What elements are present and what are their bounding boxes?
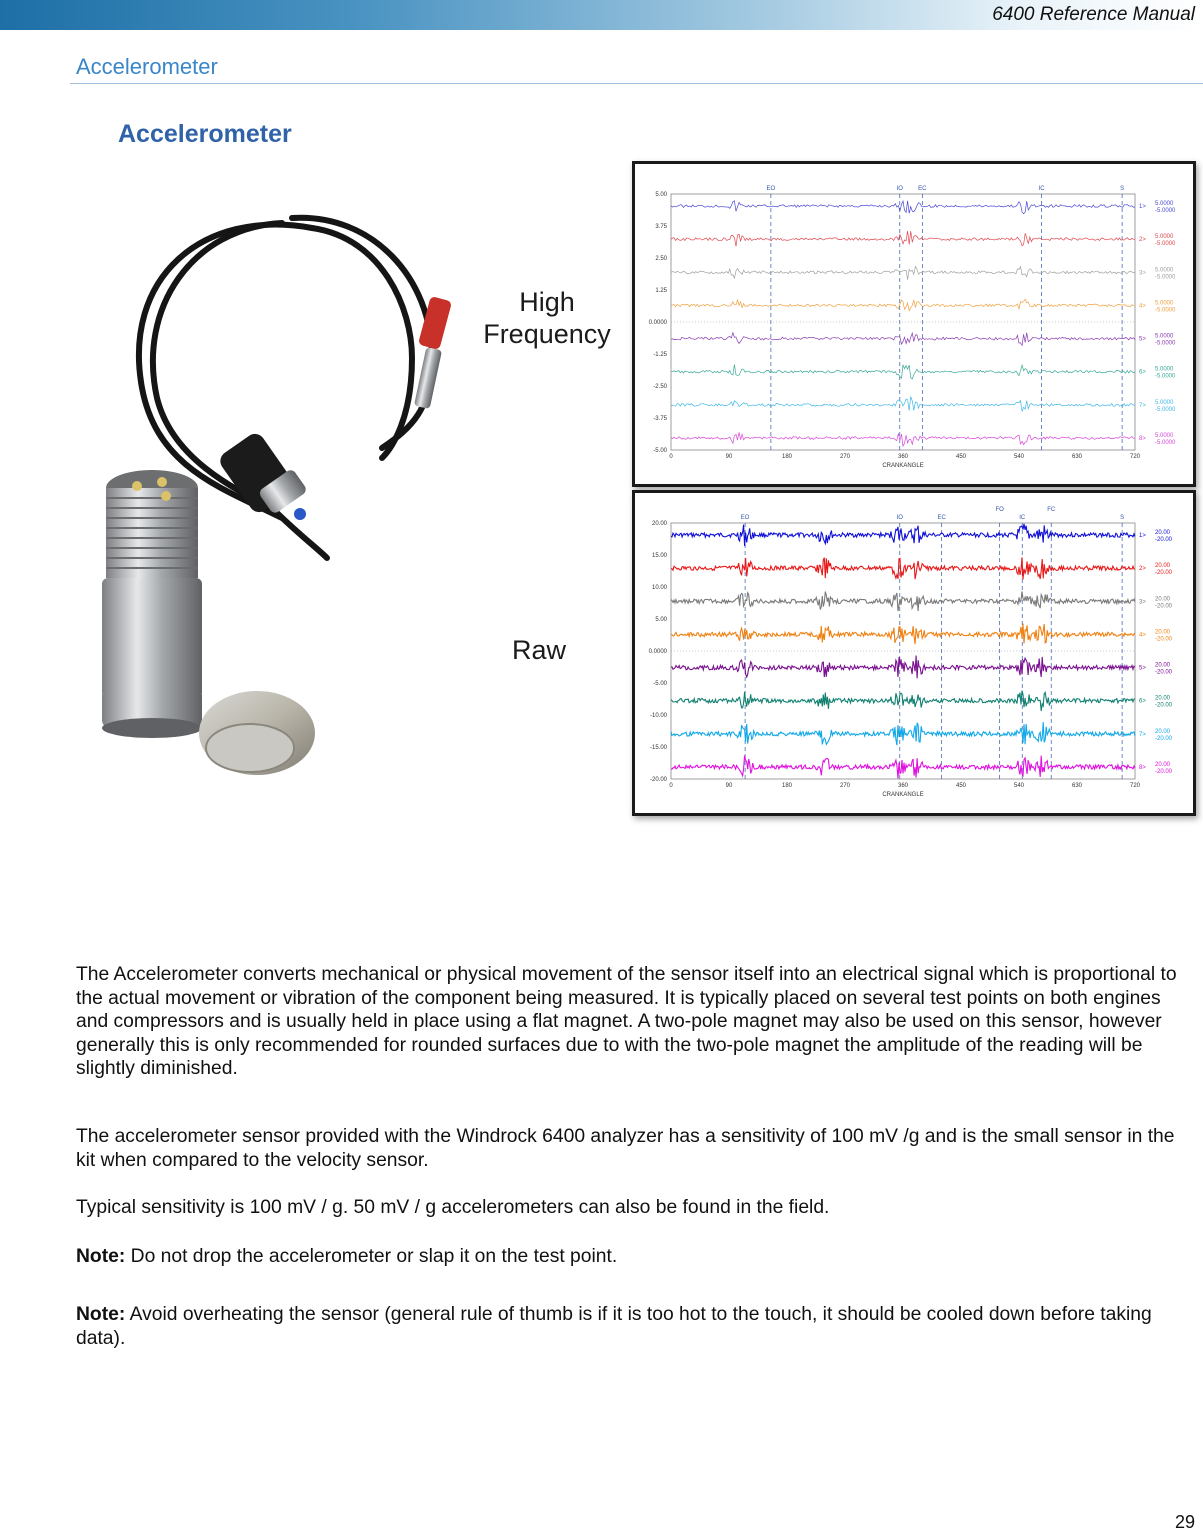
channel-trace	[671, 397, 1135, 412]
y-tick-label: 20.00	[651, 521, 667, 527]
y-tick-label: 0.0000	[648, 320, 667, 326]
body-text-2	[76, 1125, 1191, 1172]
channel-label: 5>	[1139, 336, 1146, 343]
flat-magnet	[199, 691, 315, 775]
body-text	[76, 963, 1191, 1081]
x-tick-label: 270	[839, 783, 851, 789]
channel-trace	[671, 624, 1135, 644]
x-tick-label: 630	[1071, 783, 1083, 789]
x-tick-label: 270	[839, 454, 851, 460]
channel-range-min: -5.0000	[1155, 241, 1176, 248]
channel-label: 2>	[1139, 237, 1146, 244]
channel-range-max: 5.0000	[1155, 201, 1174, 207]
event-label: EC	[937, 515, 946, 521]
x-axis-label: CRANKANGLE	[882, 792, 924, 798]
x-tick-label: 720	[1129, 454, 1141, 460]
channel-range-max: 5.0000	[1155, 399, 1174, 406]
channel-range-max: 20.00	[1155, 762, 1171, 768]
channel-trace	[671, 365, 1135, 379]
x-tick-label: 90	[725, 454, 733, 460]
channel-range-max: 5.0000	[1155, 433, 1174, 439]
channel-label: 1>	[1139, 204, 1146, 210]
event-label: IC	[1038, 186, 1045, 192]
channel-range-max: 20.00	[1155, 563, 1171, 570]
y-tick-label: 5.00	[655, 617, 667, 623]
channel-trace	[671, 231, 1135, 246]
paragraph-typical: Typical sensitivity is 100 mV / g. 50 mV / g accelerometers can also be found in the field.	[76, 1197, 830, 1218]
channel-range-max: 20.00	[1155, 629, 1171, 636]
channel-trace	[671, 432, 1135, 446]
y-tick-label: 1.25	[655, 288, 667, 294]
channel-label: 8>	[1139, 436, 1146, 442]
y-tick-label: 10.00	[651, 585, 667, 591]
channel-label: 6>	[1139, 369, 1146, 376]
figure-title: Accelerometer	[118, 120, 292, 148]
channel-trace	[671, 756, 1135, 779]
y-tick-label: 5.00	[655, 192, 667, 198]
channel-range-min: -5.0000	[1155, 307, 1176, 314]
channel-range-min: -5.0000	[1155, 373, 1176, 380]
y-tick-label: -10.00	[649, 713, 667, 719]
manual-title: 6400 Reference Manual	[992, 4, 1195, 25]
body-text-3	[76, 1196, 1191, 1220]
channel-trace	[671, 592, 1135, 612]
y-tick-label: -1.25	[653, 352, 667, 358]
y-tick-label: -15.00	[649, 745, 667, 751]
event-label: EC	[918, 186, 927, 192]
channel-label: 1>	[1139, 533, 1146, 539]
channel-range-max: 5.0000	[1155, 333, 1174, 340]
note-label: Note:	[76, 1246, 126, 1267]
event-label: IO	[896, 186, 903, 192]
channel-trace	[671, 201, 1135, 214]
note-1	[76, 1245, 1191, 1269]
channel-trace	[671, 266, 1135, 279]
channel-trace	[671, 557, 1135, 579]
channel-trace	[671, 722, 1135, 745]
scope-raw	[632, 490, 1196, 816]
x-tick-label: 0	[669, 454, 673, 460]
channel-range-max: 20.00	[1155, 695, 1171, 702]
label-raw: Raw	[512, 635, 567, 665]
accelerometer-figure	[72, 108, 1192, 828]
channel-range-max: 20.00	[1155, 530, 1171, 536]
section-title: Accelerometer	[76, 54, 218, 79]
x-tick-label: 180	[781, 454, 793, 460]
x-axis-label: CRANKANGLE	[882, 463, 924, 469]
note-text-overheat: Avoid overheating the sensor (general rule of thumb is if it is too hot to the touch, it should be cooled down before taking data).	[76, 1304, 1152, 1349]
x-tick-label: 360	[897, 783, 909, 789]
channel-range-min: -20.00	[1155, 603, 1173, 610]
section-divider	[70, 83, 1203, 84]
x-tick-label: 720	[1129, 783, 1141, 789]
channel-trace	[671, 333, 1135, 346]
channel-range-min: -5.0000	[1155, 274, 1176, 281]
channel-range-min: -5.0000	[1155, 340, 1176, 347]
event-label: EO	[766, 186, 776, 192]
channel-range-min: -5.0000	[1155, 406, 1176, 413]
x-tick-label: 90	[725, 783, 733, 789]
accelerometer-sensor-body	[102, 470, 202, 738]
channel-label: 7>	[1139, 731, 1146, 738]
x-tick-label: 0	[669, 783, 673, 789]
channel-label: 3>	[1139, 270, 1146, 277]
y-tick-label: -3.75	[653, 416, 667, 422]
channel-label: 6>	[1139, 698, 1146, 705]
channel-range-min: -5.0000	[1155, 440, 1176, 446]
channel-range-max: 5.0000	[1155, 366, 1174, 373]
y-tick-label: 0.0000	[648, 649, 667, 655]
channel-label: 3>	[1139, 599, 1146, 606]
event-label: S	[1120, 515, 1125, 521]
channel-label: 7>	[1139, 402, 1146, 409]
note-2	[76, 1303, 1191, 1350]
channel-range-max: 5.0000	[1155, 300, 1174, 307]
y-tick-label: 2.50	[655, 256, 667, 262]
event-label: EO	[740, 515, 750, 521]
channel-trace	[671, 299, 1135, 311]
page-number: 29	[1174, 1512, 1195, 1532]
x-tick-label: 630	[1071, 454, 1083, 460]
event-label: FC	[1047, 507, 1056, 513]
x-tick-label: 540	[1013, 454, 1025, 460]
y-tick-label: -20.00	[649, 777, 667, 783]
channel-range-min: -20.00	[1155, 537, 1173, 543]
channel-range-max: 5.0000	[1155, 234, 1174, 241]
y-tick-label: -5.00	[653, 448, 667, 454]
red-connector	[414, 296, 452, 409]
channel-label: 4>	[1139, 632, 1146, 639]
x-tick-label: 540	[1013, 783, 1025, 789]
header-band	[0, 0, 1203, 30]
x-tick-label: 360	[897, 454, 909, 460]
channel-range-max: 20.00	[1155, 596, 1171, 603]
sensor-illustration	[82, 188, 502, 788]
x-tick-label: 450	[955, 454, 967, 460]
label-high-frequency: High Frequency	[483, 287, 611, 350]
y-tick-label: -2.50	[653, 384, 667, 390]
channel-range-min: -20.00	[1155, 570, 1173, 577]
note-text-drop: Do not drop the accelerometer or slap it on the test point.	[125, 1246, 618, 1267]
channel-range-min: -20.00	[1155, 669, 1173, 676]
event-label: IC	[1019, 515, 1026, 521]
x-tick-label: 180	[781, 783, 793, 789]
event-label: FO	[995, 507, 1004, 513]
x-tick-label: 450	[955, 783, 967, 789]
note-label: Note:	[76, 1304, 126, 1325]
channel-trace	[671, 691, 1135, 711]
channel-range-min: -20.00	[1155, 636, 1173, 643]
channel-trace	[671, 524, 1135, 546]
channel-range-max: 20.00	[1155, 728, 1171, 735]
channel-label: 2>	[1139, 566, 1146, 573]
channel-range-min: -20.00	[1155, 735, 1173, 742]
channel-range-min: -5.0000	[1155, 208, 1176, 214]
channel-label: 5>	[1139, 665, 1146, 672]
y-tick-label: 15.00	[651, 553, 667, 559]
paragraph-sensitivity: The accelerometer sensor provided with the Windrock 6400 analyzer has a sensitivity of 100 mV /g and is the small sensor in the kit when compared to the velocity sensor.	[76, 1126, 1175, 1171]
channel-range-max: 5.0000	[1155, 267, 1174, 274]
black-connector	[216, 430, 308, 520]
channel-range-min: -20.00	[1155, 702, 1173, 709]
channel-label: 8>	[1139, 765, 1146, 771]
y-tick-label: -5.00	[653, 681, 667, 687]
event-label: S	[1120, 186, 1125, 192]
y-tick-label: 3.75	[655, 224, 667, 230]
channel-range-min: -20.00	[1155, 769, 1173, 775]
channel-trace	[671, 656, 1135, 679]
scope-high-frequency	[632, 161, 1196, 487]
event-label: IO	[896, 515, 903, 521]
paragraph-description: The Accelerometer converts mechanical or physical movement of the sensor itself into an electrical signal which is proportional to the actual movement or vibration of the component being measured. It is typically placed on several test points on both engines and compressors and is usually held in place using a flat magnet. A two-pole magnet may also be used on this sensor, however generally this is only recommended for rounded surfaces due to with the two-pole magnet the amplitude of the reading will be slightly diminished.	[76, 964, 1177, 1079]
channel-range-max: 20.00	[1155, 662, 1171, 669]
channel-label: 4>	[1139, 303, 1146, 310]
